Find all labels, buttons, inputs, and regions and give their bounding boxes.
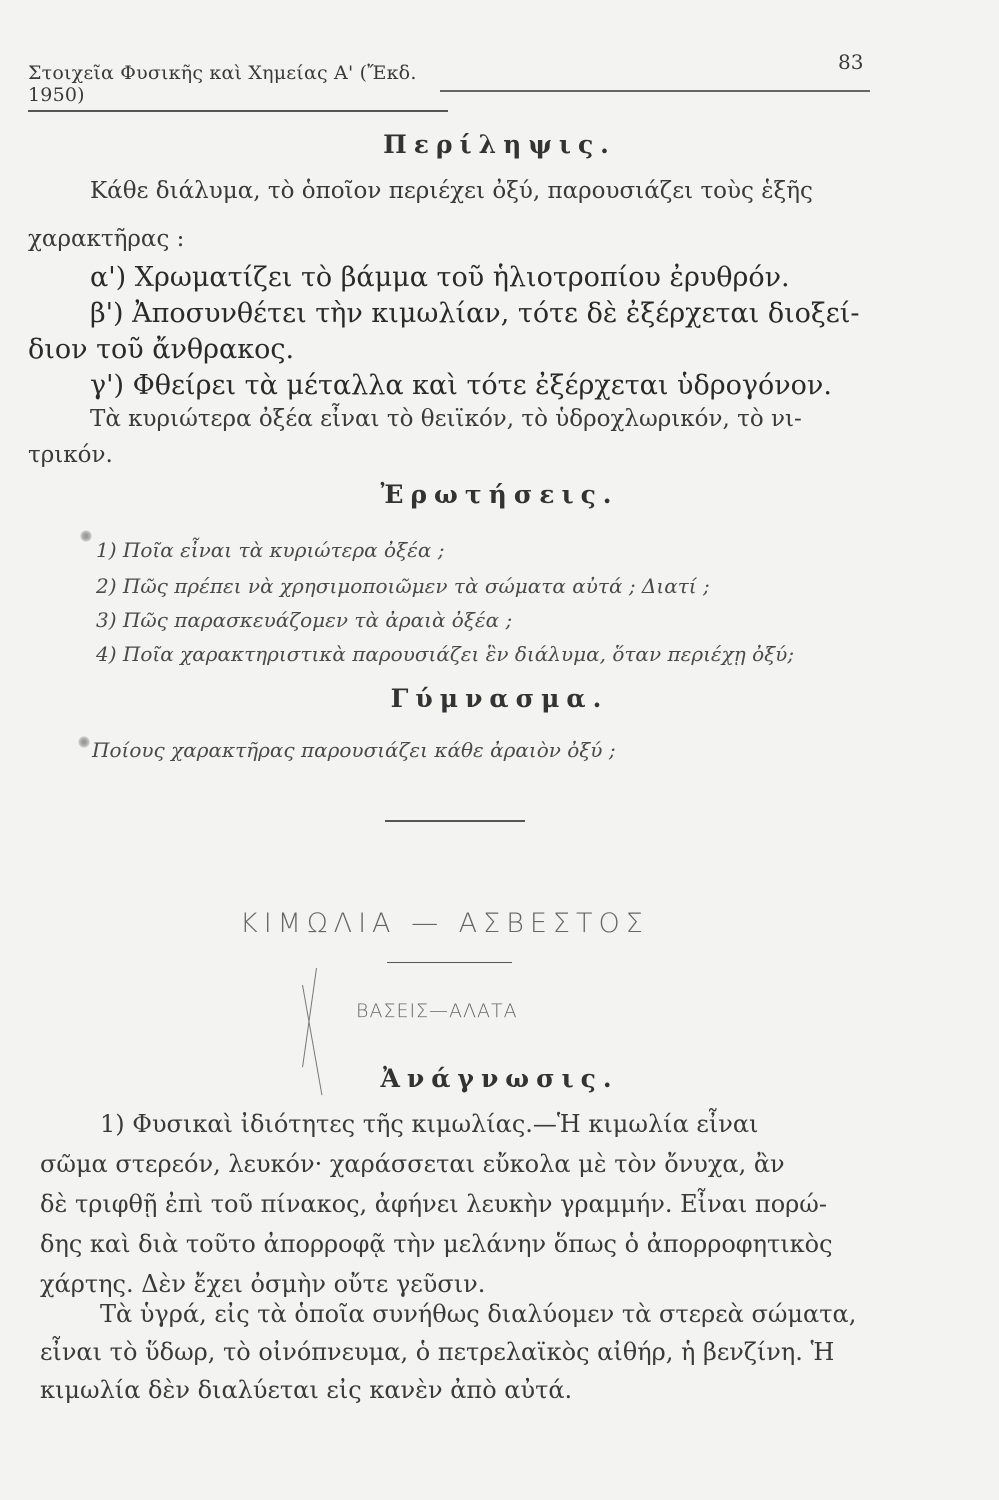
running-title: Στοιχεῖα Φυσικῆς καὶ Χημείας Α' (Ἔκδ. 1950) — [28, 62, 448, 112]
chapter-title-rule — [387, 962, 512, 963]
reading-heading: Ἀνάγνωσις. — [380, 1064, 619, 1093]
reading-line: Τὰ ὑγρά, εἰς τὰ ὁποῖα συνήθως διαλύομεν τὰ στερεὰ σώματα, — [100, 1300, 857, 1328]
reading-line: δὲ τριφθῇ ἐπὶ τοῦ πίνακος, ἀφήνει λευκὴν γραμμήν. Εἶναι πορώ- — [40, 1190, 827, 1218]
section-divider — [385, 820, 525, 822]
summary-line: τρικόν. — [28, 442, 113, 468]
question-item: 1) Ποῖα εἶναι τὰ κυριώτερα ὀξέα ; — [96, 538, 445, 562]
chapter-title: ΚΙΜΩΛΙΑ — ΑΣΒΕΣΤΟΣ — [240, 908, 649, 939]
question-item: 4) Ποῖα χαρακτηριστικὰ παρουσιάζει ἓν διάλυμα, ὅταν περιέχῃ ὀξύ; — [96, 642, 795, 666]
ink-stain-icon — [78, 736, 90, 748]
reading-line: δης καὶ διὰ τοῦτο ἀπορροφᾷ τὴν μελάνην ὅπως ὁ ἀπορροφητικὸς — [40, 1230, 833, 1258]
reading-line: χάρτης. Δὲν ἔχει ὀσμὴν οὔτε γεῦσιν. — [40, 1270, 486, 1298]
summary-line: β') Ἀποσυνθέτει τὴν κιμωλίαν, τότε δὲ ἐξέρχεται διοξεί- — [90, 298, 860, 329]
summary-line: Κάθε διάλυμα, τὸ ὁποῖον περιέχει ὀξύ, παρουσιάζει τοὺς ἑξῆς — [90, 178, 813, 204]
summary-line: α') Χρωματίζει τὸ βάμμα τοῦ ἡλιοτροπίου ἐρυθρόν. — [90, 262, 790, 293]
reading-line: εἶναι τὸ ὕδωρ, τὸ οἰνόπνευμα, ὁ πετρελαϊκὸς αἰθήρ, ἡ βενζίνη. Ἡ — [40, 1338, 835, 1366]
reading-line: κιμωλία δὲν διαλύεται εἰς κανὲν ἀπὸ αὐτά. — [40, 1376, 573, 1404]
summary-line: διον τοῦ ἄνθρακος. — [28, 334, 295, 365]
page-number: 83 — [838, 50, 864, 74]
exercise-heading: Γύμνασμα. — [390, 684, 609, 713]
ink-stain-icon — [80, 530, 92, 542]
summary-heading: Περίληψις. — [383, 130, 616, 159]
summary-line: Τὰ κυριώτερα ὀξέα εἶναι τὸ θειϊκόν, τὸ ὑδροχλωρικόν, τὸ νι- — [90, 406, 802, 432]
summary-line: γ') Φθείρει τὰ μέταλλα καὶ τότε ἐξέρχεται ὑδρογόνον. — [90, 370, 832, 401]
question-item: 3) Πῶς παρασκευάζομεν τὰ ἀραιὰ ὀξέα ; — [96, 608, 513, 632]
summary-line: χαρακτῆρας : — [28, 226, 185, 252]
reading-line: σῶμα στερεόν, λευκόν· χαράσσεται εὔκολα μὲ τὸν ὄνυχα, ἂν — [40, 1150, 785, 1178]
question-item: 2) Πῶς πρέπει νὰ χρησιμοποιῶμεν τὰ σώματα αὐτά ; Διατί ; — [96, 574, 710, 598]
chapter-subtitle: ΒΑΣΕΙΣ—ΑΛΑΤΑ — [356, 1000, 518, 1022]
reading-line: 1) Φυσικαὶ ἰδιότητες τῆς κιμωλίας.—Ἡ κιμωλία εἶναι — [100, 1110, 759, 1138]
exercise-text: Ποίους χαρακτῆρας παρουσιάζει κάθε ἀραιὸν ὀξύ ; — [92, 738, 616, 762]
questions-heading: Ἐρωτήσεις. — [380, 480, 619, 509]
header-rule — [440, 90, 870, 92]
